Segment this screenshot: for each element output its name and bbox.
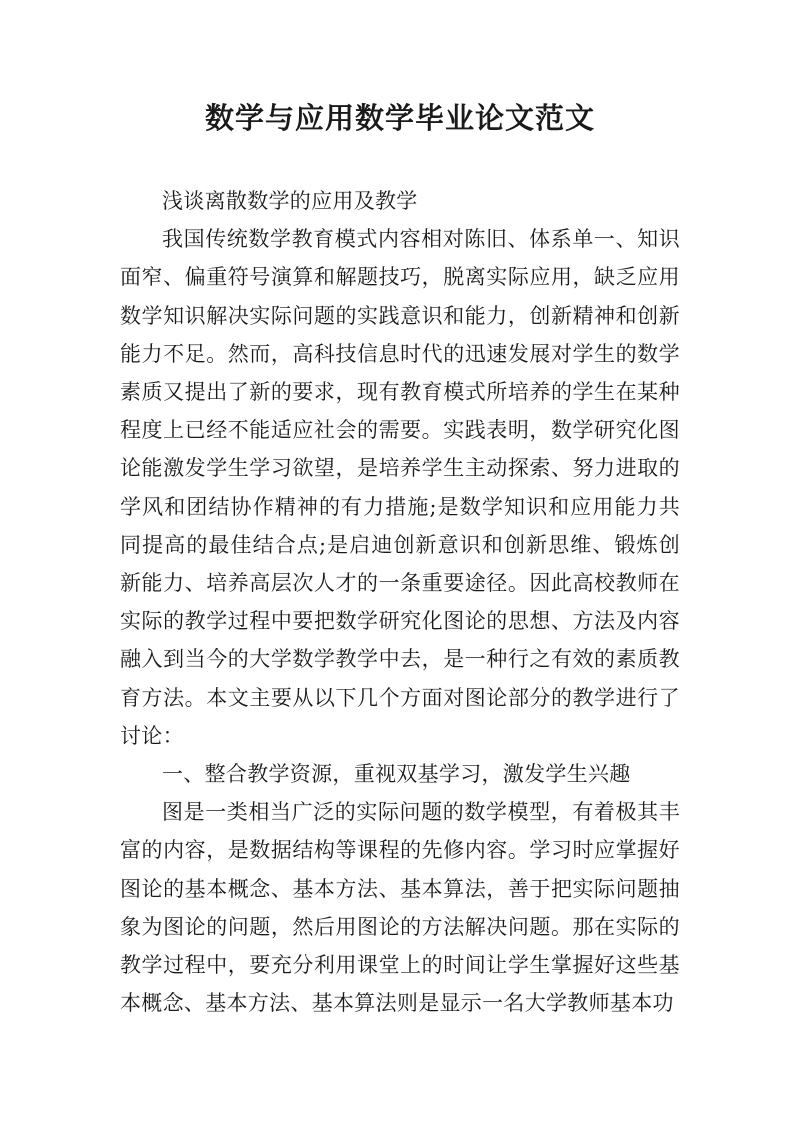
- article-subtitle: 浅谈离散数学的应用及教学: [162, 189, 418, 213]
- document-body: [120, 182, 680, 1022]
- body-paragraph: 我国传统数学教育模式内容相对陈旧、体系单一、知识面窄、偏重符号演算和解题技巧，脱离实际应用，缺乏应用数学知识解决实际问题的实践意识和能力，创新精神和创新能力不足。然而，高科技信息时代的迅速发展对学生的数学素质又提出了新的要求，现有教育模式所培养的学生在某种程度上已经不能适应社会的需要。实践表明，数学研究化图论能激发学生学习欲望，是培养学生主动探索、努力进取的学风和团结协作精神的有力措施;是数学知识和应用能力共同提高的最佳结合点;是启迪创新意识和创新思维、锻炼创新能力、培养高层次人才的一条重要途径。因此高校教师在实际的教学过程中要把数学研究化图论的思想、方法及内容融入到当今的大学数学教学中去，是一种行之有效的素质教育方法。本文主要从以下几个方面对图论部分的教学进行了讨论：: [120, 227, 680, 748]
- body-paragraph: 图是一类相当广泛的实际问题的数学模型，有着极其丰富的内容，是数据结构等课程的先修内容。学习时应掌握好图论的基本概念、基本方法、基本算法，善于把实际问题抽象为图论的问题，然后用图论的方法解决问题。那在实际的教学过程中，要充分利用课堂上的时间让学生掌握好这些基本概念、基本方法、基本算法则是显示一名大学教师基本功: [120, 800, 680, 1016]
- document-title: 数学与应用数学毕业论文范文: [204, 101, 595, 135]
- section-heading: 一、整合教学资源，重视双基学习，激发学生兴趣: [162, 762, 631, 787]
